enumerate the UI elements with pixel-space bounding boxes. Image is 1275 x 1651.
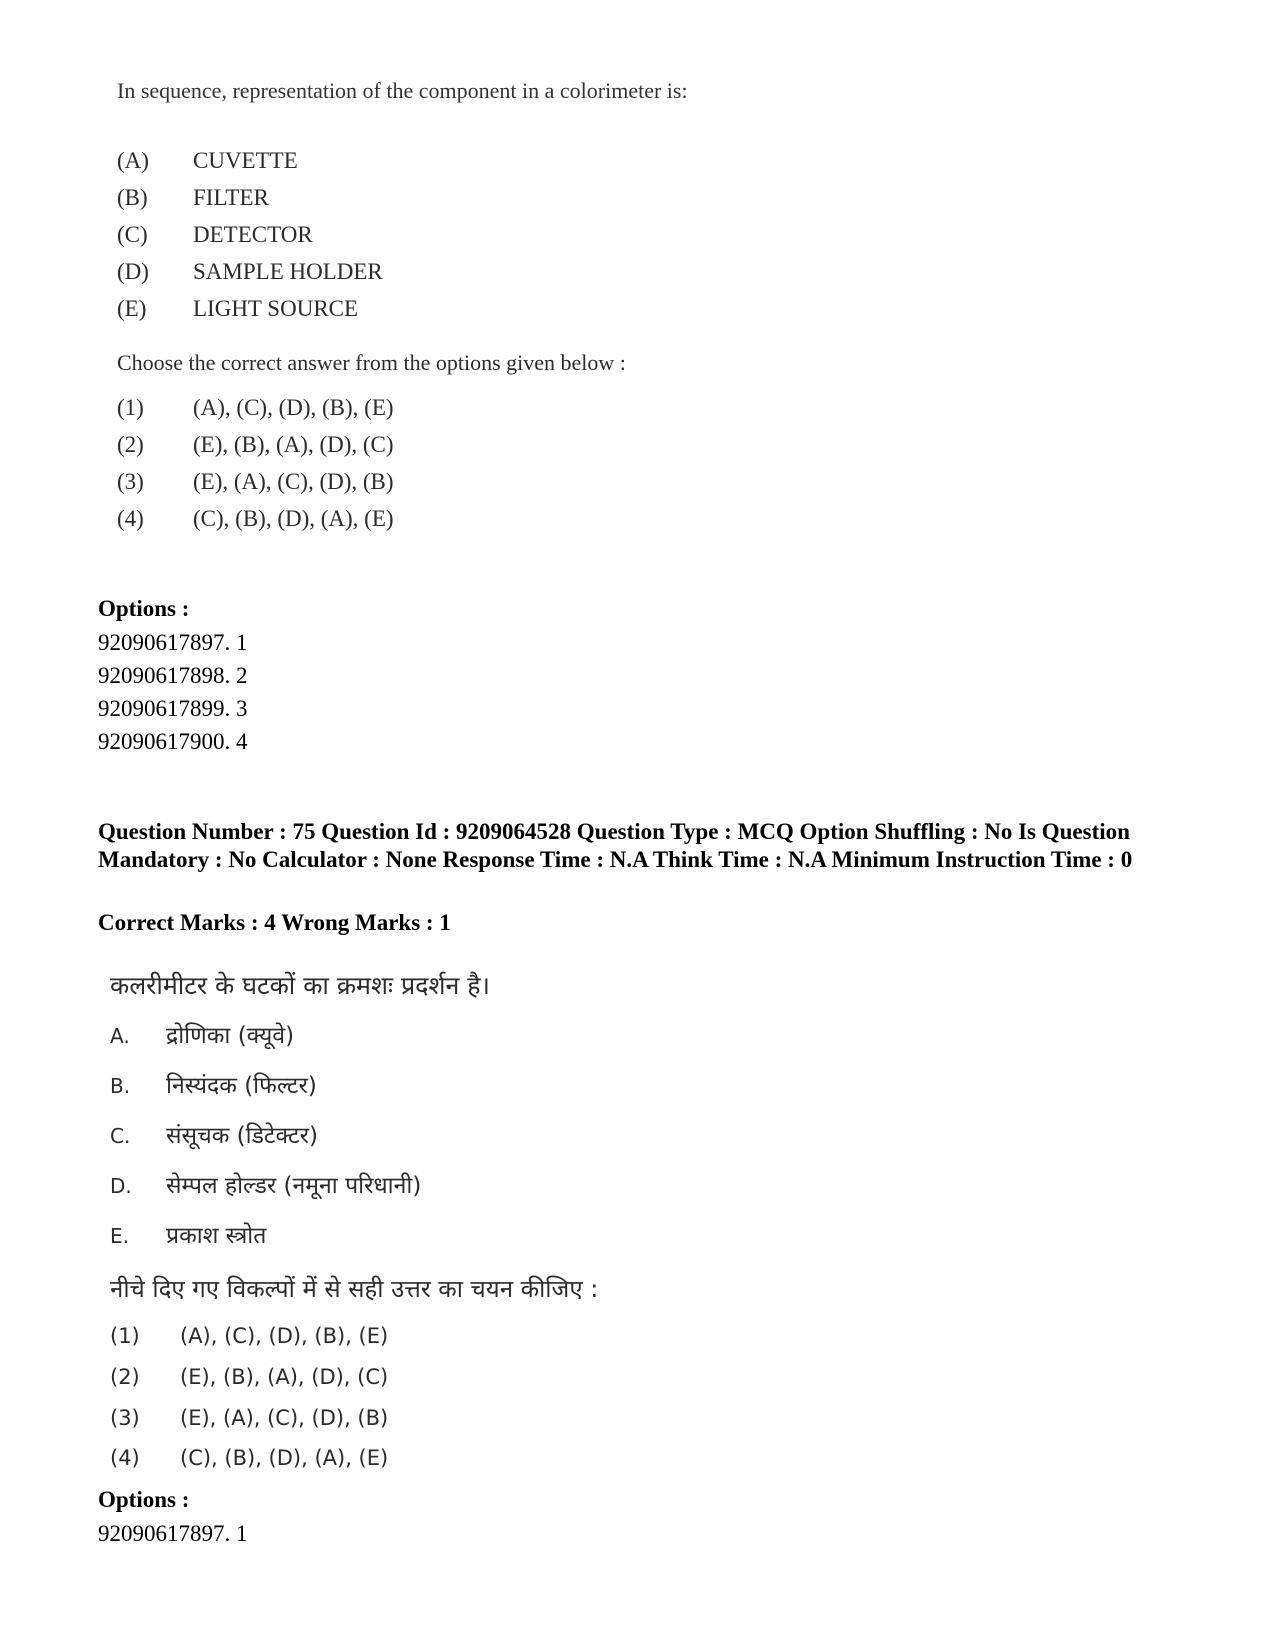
hindi-component-e	[110, 1218, 266, 1250]
english-answer-3	[117, 469, 394, 495]
component-text: FILTER	[193, 185, 269, 210]
answer-text: (E), (A), (C), (D), (B)	[180, 1406, 389, 1430]
option-line: 92090617897. 1	[98, 630, 248, 655]
english-component-e	[117, 296, 358, 322]
component-label: E.	[110, 1224, 129, 1248]
answer-label: (1)	[117, 395, 144, 420]
hindi-component-b	[110, 1068, 317, 1100]
component-label: D.	[110, 1174, 132, 1198]
component-label: (B)	[117, 185, 148, 210]
marks-line: Correct Marks : 4 Wrong Marks : 1	[98, 910, 451, 935]
option-line: 92090617900. 4	[98, 729, 248, 754]
answer-text: (E), (B), (A), (D), (C)	[193, 432, 394, 457]
answer-label: (1)	[110, 1324, 140, 1348]
component-text: द्रोणिका (क्यूवे)	[166, 1023, 295, 1049]
english-component-c	[117, 222, 313, 248]
answer-label: (4)	[117, 506, 144, 531]
component-label: (C)	[117, 222, 148, 247]
hindi-instruction: नीचे दिए गए विकल्पों में से सही उत्तर का चयन कीजिए :	[110, 1275, 599, 1303]
answer-text: (E), (B), (A), (D), (C)	[180, 1365, 389, 1389]
component-text: संसूचक (डिटेक्टर)	[166, 1123, 319, 1149]
component-label: C.	[110, 1124, 131, 1148]
hindi-answer-1	[110, 1324, 388, 1348]
answer-label: (3)	[110, 1406, 140, 1430]
component-text: निस्यंदक (फिल्टर)	[166, 1073, 317, 1099]
component-label: (D)	[117, 259, 149, 284]
answer-text: (E), (A), (C), (D), (B)	[193, 469, 394, 494]
option-line: 92090617897. 1	[98, 1521, 248, 1546]
option-line: 92090617898. 2	[98, 663, 248, 688]
component-text: LIGHT SOURCE	[193, 296, 359, 321]
answer-label: (2)	[117, 432, 144, 457]
options-heading: Options :	[98, 596, 190, 621]
english-component-b	[117, 185, 269, 211]
hindi-question-text: कलरीमीटर के घटकों का क्रमशः प्रदर्शन है।	[110, 971, 491, 1000]
component-label: B.	[110, 1074, 131, 1098]
component-text: प्रकाश स्त्रोत	[166, 1223, 267, 1249]
english-instruction: Choose the correct answer from the options given below :	[117, 350, 626, 375]
english-answer-2	[117, 432, 394, 458]
component-label: A.	[110, 1024, 130, 1048]
component-text: सेम्पल होल्डर (नमूना परिधानी)	[166, 1173, 422, 1199]
english-question-text: In sequence, representation of the component in a colorimeter is:	[117, 78, 688, 103]
hindi-answer-3	[110, 1406, 388, 1430]
hindi-answer-2	[110, 1365, 388, 1389]
answer-text: (C), (B), (D), (A), (E)	[180, 1446, 389, 1470]
options-heading: Options :	[98, 1487, 190, 1512]
english-component-d	[117, 259, 383, 285]
component-text: CUVETTE	[193, 148, 298, 173]
hindi-component-a	[110, 1018, 294, 1050]
english-component-a	[117, 148, 298, 174]
component-label: (A)	[117, 148, 149, 173]
answer-text: (A), (C), (D), (B), (E)	[193, 395, 394, 420]
component-text: SAMPLE HOLDER	[193, 259, 383, 284]
answer-label: (4)	[110, 1446, 140, 1470]
english-answer-4	[117, 506, 394, 532]
answer-label: (2)	[110, 1365, 140, 1389]
hindi-answer-4	[110, 1446, 388, 1470]
answer-label: (3)	[117, 469, 144, 494]
component-text: DETECTOR	[193, 222, 313, 247]
answer-text: (A), (C), (D), (B), (E)	[180, 1324, 389, 1348]
option-line: 92090617899. 3	[98, 696, 248, 721]
hindi-component-d	[110, 1168, 421, 1200]
question-metadata: Question Number : 75 Question Id : 9209064528 Question Type : MCQ Option Shuffling : No Is Question Mandatory : No Calculator : None Response Time : N.A Think Time : N.A Minimum Instruction Time : 0	[98, 819, 1133, 872]
hindi-component-c	[110, 1118, 318, 1150]
answer-text: (C), (B), (D), (A), (E)	[193, 506, 394, 531]
component-label: (E)	[117, 296, 147, 321]
english-answer-1	[117, 395, 394, 421]
